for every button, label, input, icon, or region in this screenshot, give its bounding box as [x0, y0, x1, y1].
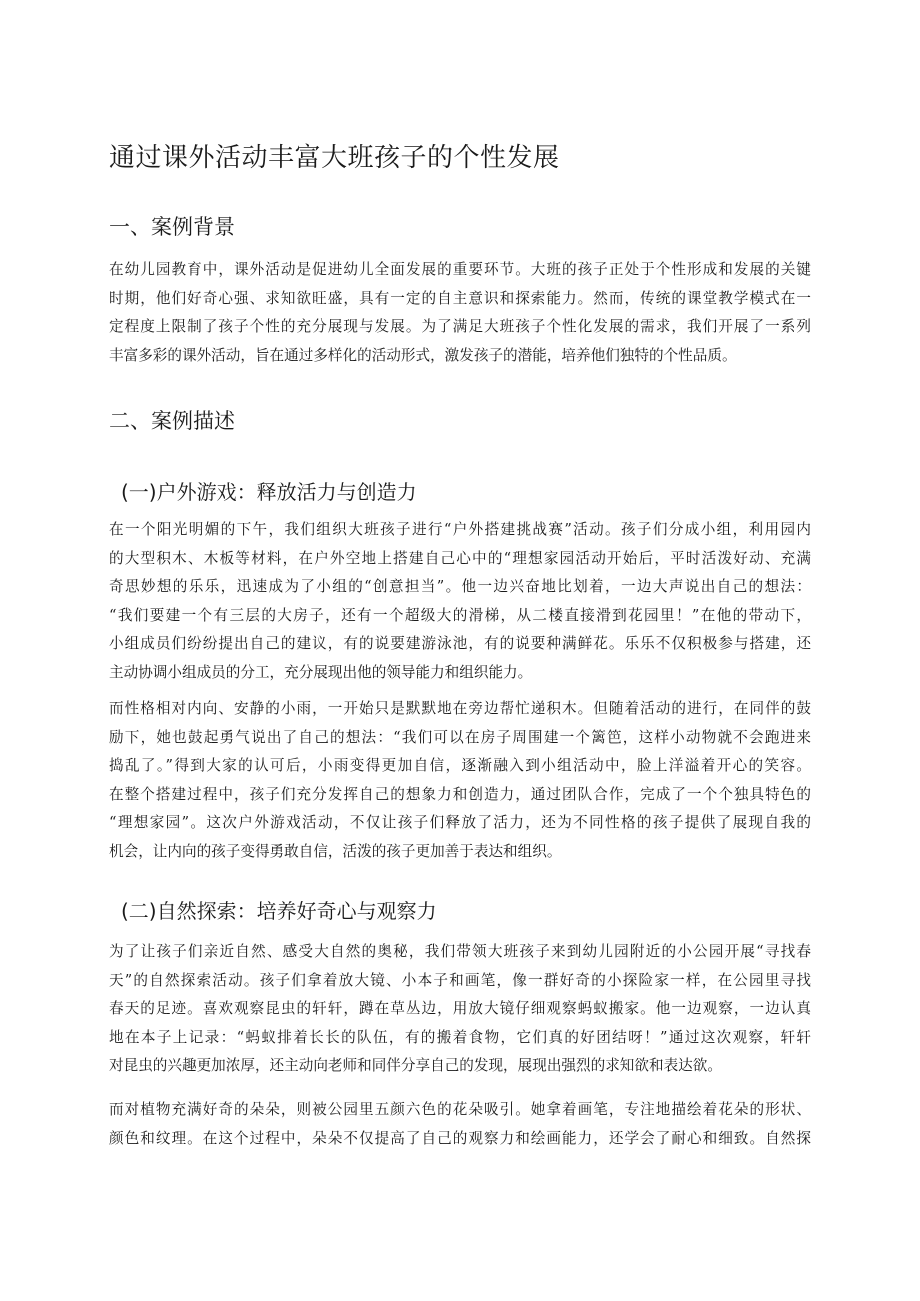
paragraph-line: 主动协调小组成员的分工，充分展现出他的领导能力和组织能力。	[109, 663, 533, 681]
paragraph-background	[109, 256, 811, 370]
paragraph-line: 为了让孩子们亲近自然、感受大自然的奥秘，我们带领大班孩子来到幼儿园附近的小公园开展“寻找春	[109, 943, 811, 960]
document-title: 通过课外活动丰富大班孩子的个性发展	[109, 143, 560, 173]
paragraph-line: 颜色和纹理。在这个过程中，朵朵不仅提高了自己的观察力和绘画能力，还学会了耐心和细致。自然探	[109, 1129, 811, 1147]
paragraph-line: 励下，她也鼓起勇气说出了自己的想法：“我们可以在房子周围建一个篱笆，这样小动物就不会跑进来	[109, 728, 811, 746]
paragraph-line: 地在本子上记录：“蚂蚁排着长长的队伍，有的搬着食物，它们真的好团结呀！”通过这次观察，轩轩	[109, 1028, 811, 1046]
paragraph-line: 奇思妙想的乐乐，迅速成为了小组的“创意担当”。他一边兴奋地比划着，一边大声说出自己的想法：	[109, 578, 811, 596]
paragraph-line: 在一个阳光明媚的下午，我们组织大班孩子进行“户外搭建挑战赛”活动。孩子们分成小组，利用园内	[109, 521, 811, 538]
paragraph-outdoor-1	[109, 516, 811, 688]
paragraph-line: 小组成员们纷纷提出自己的建议，有的说要建游泳池，有的说要种满鲜花。乐乐不仅积极参与搭建，还	[109, 635, 811, 653]
paragraph-line: 机会，让内向的孩子变得勇敢自信，活泼的孩子更加善于表达和组织。	[109, 842, 562, 860]
section-heading-description: 二、案例描述	[109, 409, 235, 433]
paragraph-line: 丰富多彩的课外活动，旨在通过多样化的活动形式，激发孩子的潜能，培养他们独特的个性品质。	[109, 346, 737, 364]
subsection-heading-nature-exploration: (二)自然探索：培养好奇心与观察力	[121, 899, 437, 923]
paragraph-outdoor-2	[109, 695, 811, 867]
paragraph-line: “理想家园”。这次户外游戏活动，不仅让孩子们释放了活力，还为不同性格的孩子提供了展现自我的	[109, 814, 811, 832]
paragraph-nature-2	[109, 1096, 811, 1153]
section-heading-background: 一、案例背景	[109, 215, 235, 239]
paragraph-nature-1	[109, 938, 811, 1081]
paragraph-line: 而性格相对内向、安静的小雨，一开始只是默默地在旁边帮忙递积木。但随着活动的进行，在同伴的鼓	[109, 700, 811, 717]
paragraph-line: 捣乱了。”得到大家的认可后，小雨变得更加自信，逐渐融入到小组活动中，脸上洋溢着开心的笑容。	[109, 757, 811, 775]
paragraph-line: “我们要建一个有三层的大房子，还有一个超级大的滑梯，从二楼直接滑到花园里！”在他的带动下，	[109, 606, 811, 624]
paragraph-line: 春天的足迹。喜欢观察昆虫的轩轩，蹲在草丛边，用放大镜仔细观察蚂蚁搬家。他一边观察，一边认真	[109, 1000, 811, 1018]
paragraph-line: 的大型积木、木板等材料，在户外空地上搭建自己心中的“理想家园活动开始后，平时活泼好动、充满	[109, 549, 811, 567]
paragraph-line: 对昆虫的兴趣更加浓厚，还主动向老师和同伴分享自己的发现，展现出强烈的求知欲和表达欲。	[109, 1057, 722, 1075]
paragraph-line: 天”的自然探索活动。孩子们拿着放大镜、小本子和画笔，像一群好奇的小探险家一样，在公园里寻找	[109, 971, 811, 989]
paragraph-line: 定程度上限制了孩子个性的充分展现与发展。为了满足大班孩子个性化发展的需求，我们开展了一系列	[109, 318, 811, 336]
paragraph-line: 而对植物充满好奇的朵朵，则被公园里五颜六色的花朵吸引。她拿着画笔，专注地描绘着花朵的形状、	[109, 1101, 811, 1118]
paragraph-line: 在幼儿园教育中，课外活动是促进幼儿全面发展的重要环节。大班的孩子正处于个性形成和发展的关键	[109, 261, 811, 278]
paragraph-line: 在整个搭建过程中，孩子们充分发挥自己的想象力和创造力，通过团队合作，完成了一个个独具特色的	[109, 785, 811, 803]
subsection-heading-outdoor-games: (一)户外游戏：释放活力与创造力	[121, 480, 417, 504]
paragraph-line: 时期，他们好奇心强、求知欲旺盛，具有一定的自主意识和探索能力。然而，传统的课堂教学模式在一	[109, 289, 811, 307]
